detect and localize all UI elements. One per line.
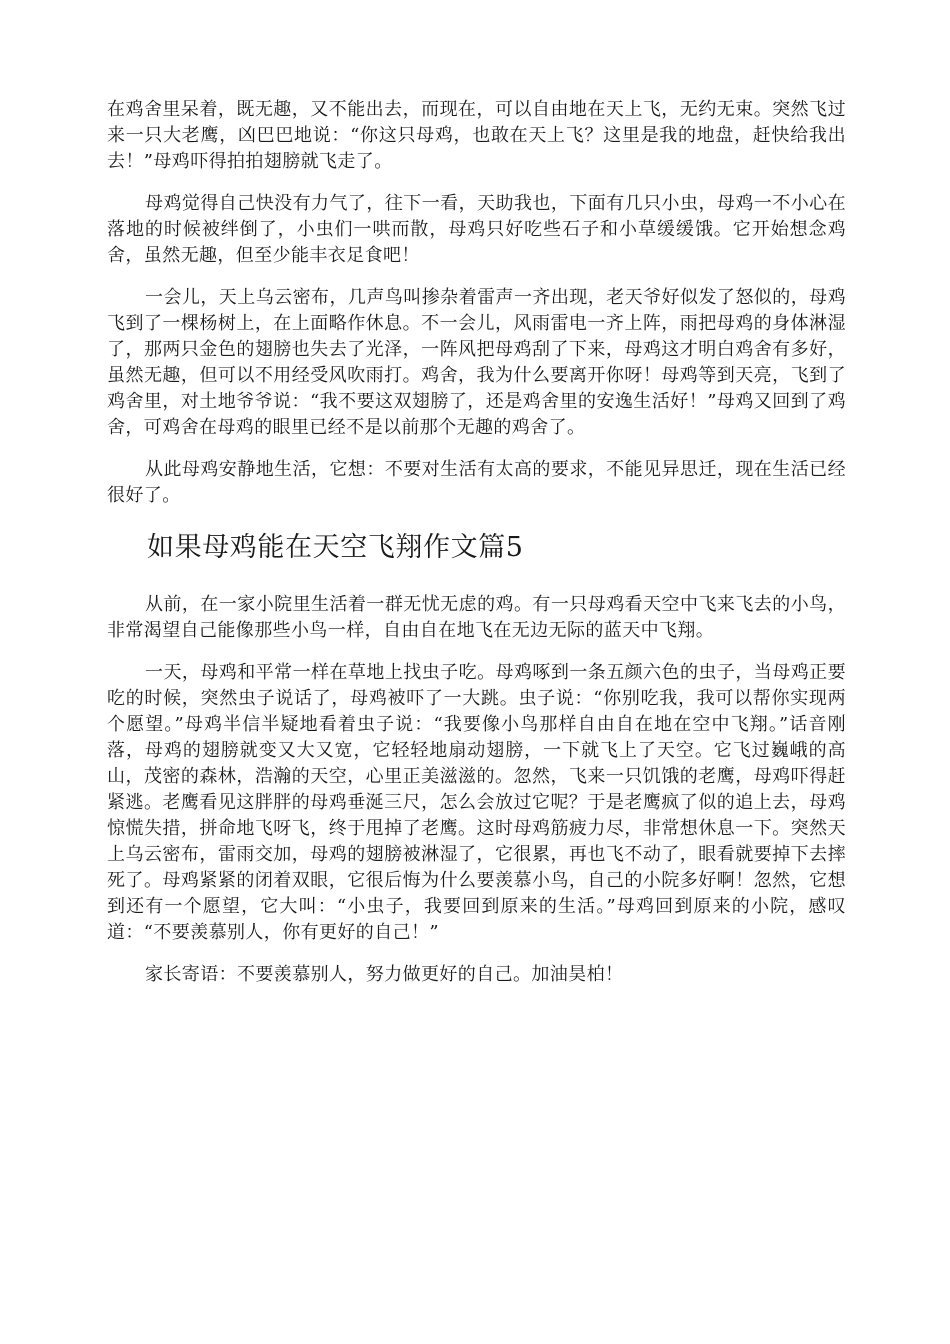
section-heading: 如果母鸡能在天空飞翔作文篇5 [147, 532, 524, 563]
paragraph: 母鸡觉得自己快没有力气了，往下一看，天助我也，下面有几只小虫，母鸡一不小心在落地的时候被绊倒了，小虫们一哄而散，母鸡只好吃些石子和小草缓缓饿。它开始想念鸡舍，虽然无趣，但至少能丰衣足食吧！ [107, 193, 846, 266]
paragraph: 一天，母鸡和平常一样在草地上找虫子吃。母鸡啄到一条五颜六色的虫子，当母鸡正要吃的时候，突然虫子说话了，母鸡被吓了一大跳。虫子说：“你别吃我，我可以帮你实现两个愿望。”母鸡半信半疑地看着虫子说：“我要像小鸟那样自由自在地在空中飞翔。”话音刚落，母鸡的翅膀就变又大又宽，它轻轻地扇动翅膀，一下就飞上了天空。它飞过巍峨的高山，茂密的森林，浩瀚的天空，心里正美滋滋的。忽然，飞来一只饥饿的老鹰，母鸡吓得赶紧逃。老鹰看见这胖胖的母鸡垂涎三尺，怎么会放过它呢？于是老鹰疯了似的追上去，母鸡惊慌失措，拼命地飞呀飞，终于甩掉了老鹰。这时母鸡筋疲力尽，非常想休息一下。突然天上乌云密布，雷雨交加，母鸡的翅膀被淋湿了，它很累，再也飞不动了，眼看就要掉下去摔死了。母鸡紧紧的闭着双眼，它很后悔为什么要羡慕小鸟，自己的小院多好啊！忽然，它想到还有一个愿望，它大叫：“小虫子，我要回到原来的生活。”母鸡回到原来的小院，感叹道：“不要羡慕别人，你有更好的自己！” [107, 662, 846, 943]
document-page [107, 97, 846, 1004]
paragraph: 从此母鸡安静地生活，它想：不要对生活有太高的要求，不能见异思迁，现在生活已经很好了。 [107, 459, 846, 506]
paragraph: 一会儿，天上乌云密布，几声鸟叫掺杂着雷声一齐出现，老天爷好似发了怒似的，母鸡飞到了一棵杨树上，在上面略作休息。不一会儿，风雨雷电一齐上阵，雨把母鸡的身体淋湿了，那两只金色的翅膀也失去了光泽，一阵风把母鸡刮了下来，母鸡这才明白鸡舍有多好，虽然无趣，但可以不用经受风吹雨打。鸡舍，我为什么要离开你呀！母鸡等到天亮，飞到了鸡舍里，对土地爷爷说：“我不要这双翅膀了，还是鸡舍里的安逸生活好！”母鸡又回到了鸡舍，可鸡舍在母鸡的眼里已经不是以前那个无趣的鸡舍了。 [107, 287, 846, 438]
parent-note: 家长寄语：不要羡慕别人，努力做更好的自己。加油昊柏！ [145, 964, 624, 985]
paragraph-continued: 在鸡舍里呆着，既无趣，又不能出去，而现在，可以自由地在天上飞，无约无束。突然飞过来一只大老鹰，凶巴巴地说：“你这只母鸡，也敢在天上飞？这里是我的地盘，赶快给我出去！”母鸡吓得拍拍翅膀就飞走了。 [107, 99, 846, 172]
paragraph: 从前，在一家小院里生活着一群无忧无虑的鸡。有一只母鸡看天空中飞来飞去的小鸟，非常渴望自己能像那些小鸟一样，自由自在地飞在无边无际的蓝天中飞翔。 [107, 594, 846, 641]
